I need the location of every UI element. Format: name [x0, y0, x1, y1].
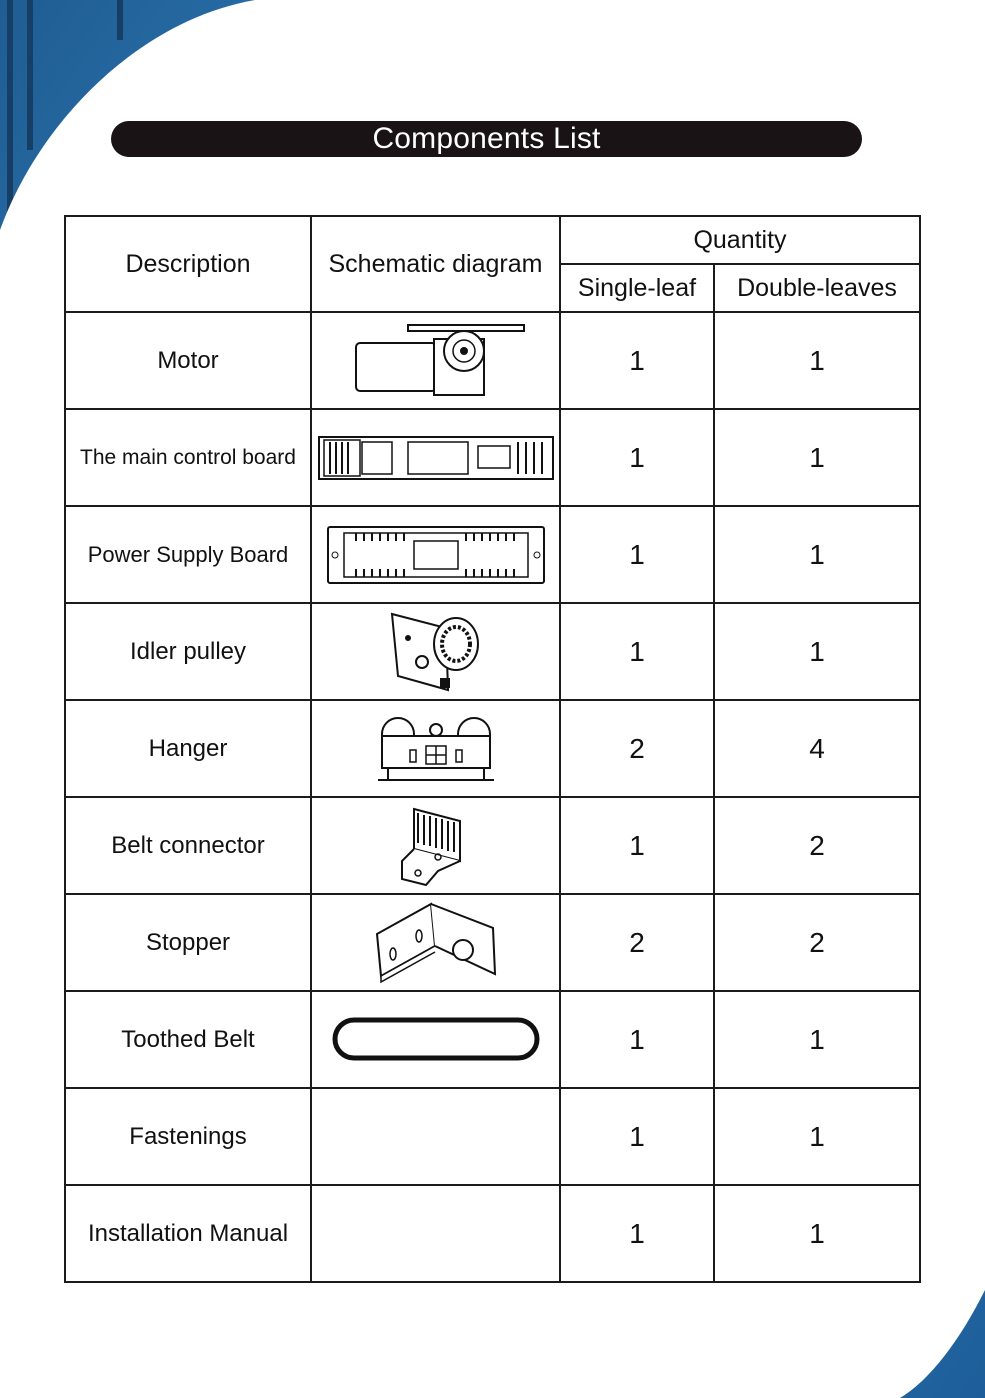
- control-board-icon: [318, 436, 554, 480]
- row-description: Stopper: [65, 894, 311, 991]
- header-single-leaf: Single-leaf: [560, 264, 714, 312]
- components-table: [64, 215, 921, 1283]
- row-description: Hanger: [65, 700, 311, 797]
- row-double: 1: [714, 603, 920, 700]
- row-description: Power Supply Board: [65, 506, 311, 603]
- row-single: 1: [560, 1088, 714, 1185]
- motor-icon: [346, 321, 526, 401]
- belt-connector-icon: [398, 805, 474, 887]
- row-single: 1: [560, 1185, 714, 1282]
- row-single: 1: [560, 312, 714, 409]
- page-title: Components List: [372, 122, 601, 155]
- row-single: 2: [560, 700, 714, 797]
- stopper-icon: [373, 900, 499, 986]
- row-double: 2: [714, 797, 920, 894]
- row-single: 1: [560, 506, 714, 603]
- table-row: [65, 1088, 920, 1185]
- idler-pulley-icon: [386, 606, 486, 698]
- row-double: 1: [714, 409, 920, 506]
- header-description: Description: [65, 216, 311, 312]
- row-description: Installation Manual: [65, 1185, 311, 1282]
- table-row: [65, 312, 920, 409]
- table-row: [65, 797, 920, 894]
- header-double-leaves: Double-leaves: [714, 264, 920, 312]
- table-row: [65, 1185, 920, 1282]
- table-row: [65, 894, 920, 991]
- empty-diagram-cell: [311, 1185, 560, 1282]
- row-single: 1: [560, 797, 714, 894]
- row-double: 1: [714, 1088, 920, 1185]
- row-description: Motor: [65, 312, 311, 409]
- hanger-icon: [376, 714, 496, 784]
- table-row: [65, 700, 920, 797]
- power-supply-board-icon: [326, 525, 546, 585]
- header-quantity: Quantity: [560, 216, 920, 264]
- row-single: 1: [560, 603, 714, 700]
- header-schematic: Schematic diagram: [311, 216, 560, 312]
- table-row: [65, 991, 920, 1088]
- row-double: 4: [714, 700, 920, 797]
- row-double: 1: [714, 312, 920, 409]
- table-row: [65, 603, 920, 700]
- row-double: 1: [714, 506, 920, 603]
- row-single: 2: [560, 894, 714, 991]
- row-double: 1: [714, 1185, 920, 1282]
- title-bar: [111, 121, 862, 157]
- row-description: The main control board: [65, 409, 311, 506]
- empty-diagram-cell: [311, 1088, 560, 1185]
- toothed-belt-icon: [331, 1016, 541, 1064]
- row-double: 2: [714, 894, 920, 991]
- table-row: [65, 506, 920, 603]
- table-row: [65, 409, 920, 506]
- row-single: 1: [560, 991, 714, 1088]
- row-description: Fastenings: [65, 1088, 311, 1185]
- row-description: Idler pulley: [65, 603, 311, 700]
- row-single: 1: [560, 409, 714, 506]
- row-double: 1: [714, 991, 920, 1088]
- row-description: Belt connector: [65, 797, 311, 894]
- row-description: Toothed Belt: [65, 991, 311, 1088]
